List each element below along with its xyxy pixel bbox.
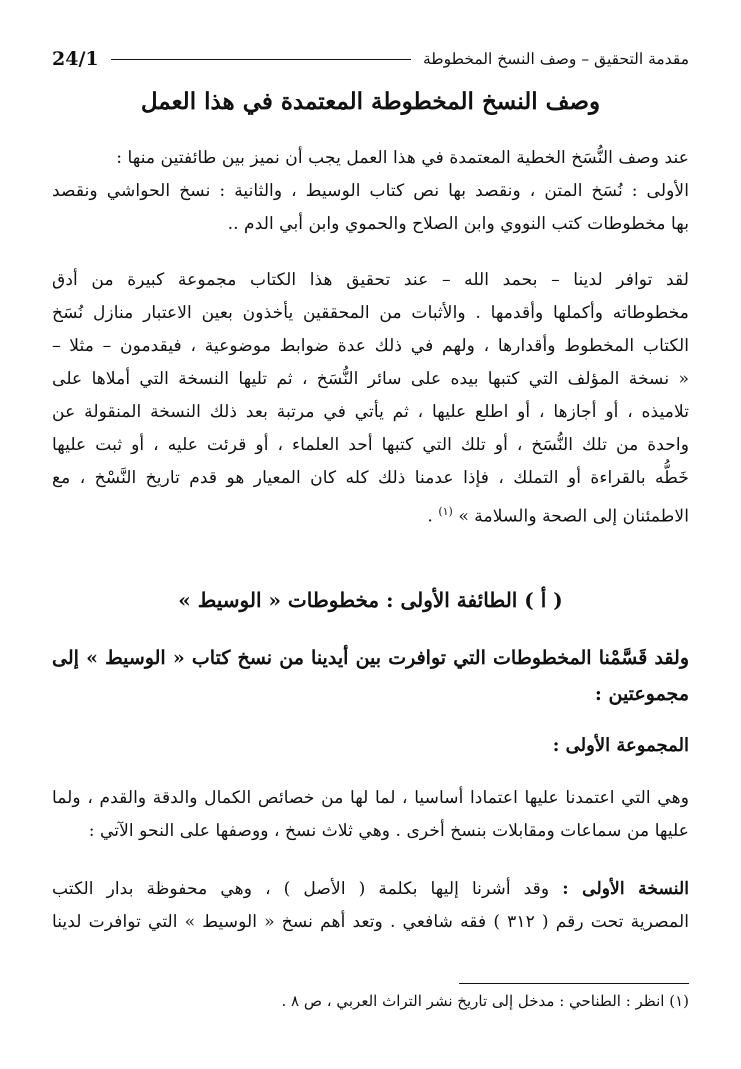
paragraph-intro	[52, 142, 689, 241]
paragraph-division	[52, 640, 689, 712]
text-line: عليها من سماعات ومقابلات بنسخ أخرى . وهي ثلاث نسخ ، ووصفها على النحو الآتي :	[88, 821, 689, 841]
paragraph-first-copy	[52, 873, 689, 939]
header-rule	[111, 59, 411, 60]
text-line: لقد توافر لدينا – بحمد الله – عند تحقيق هذا الكتاب مجموعة كبيرة من أدق	[52, 270, 689, 290]
text-line: واحدة من تلك النُّسَخ ، أو تلك التي كتبها أحد العلماء ، أو قرئت عليه ، أو ثبت عليها	[52, 435, 689, 455]
text-line: « نسخة المؤلف التي كتبها بيده على سائر النُّسَخ ، ثم تليها النسخة التي أملاها على	[52, 369, 689, 389]
page-number: 24/1	[52, 48, 99, 70]
text-line: وهي التي اعتمدنا عليها اعتمادا أساسيا ، لما لها من خصائص الكمال والدقة والقدم ، ولما	[52, 788, 689, 808]
text-line: خَطُّه بالقراءة أو التملك ، فإذا عدمنا ذلك كله كان المعيار هو قدم تاريخ النَّسْخ ، مع	[52, 468, 689, 488]
group-heading: المجموعة الأولى :	[552, 735, 689, 756]
text-line: ولقد قَسَّمْنا المخطوطات التي توافرت بين أيدينا من نسخ كتاب « الوسيط » إلى	[52, 647, 689, 669]
footnote-reference: (١)	[438, 505, 453, 518]
text-line: مجموعتين :	[594, 683, 689, 705]
footnote: (١) انظر : الطناحي : مدخل إلى تاريخ نشر التراث العربي ، ص ٨ .	[281, 992, 689, 1010]
subsection-heading: ( أ ) الطائفة الأولى : مخطوطات « الوسيط »	[178, 588, 563, 612]
period: .	[427, 506, 439, 527]
copy-label: النسخة الأولى :	[562, 879, 689, 899]
text-line: مخطوطاته وأكملها وأقدمها . والأثبات من المحققين يأخذون بعين الاعتبار منازل نُسَخ	[52, 303, 689, 323]
paragraph-group-one	[52, 782, 689, 848]
document-page	[52, 30, 689, 1040]
paragraph-criteria	[52, 264, 689, 534]
footnote-rule	[459, 983, 689, 984]
text-line	[52, 495, 689, 534]
text-line: تلاميذه ، أو أجازها ، أو اطلع عليها ، ثم يأتي في مرتبة بعد ذلك النسخة المنقولة عن	[52, 402, 689, 422]
text-line: عند وصف النُّسَخ الخطية المعتمدة في هذا العمل يجب أن نميز بين طائفتين منها :	[116, 148, 689, 168]
text-line	[52, 873, 689, 906]
running-title: مقدمة التحقيق – وصف النسخ المخطوطة	[422, 50, 689, 68]
text-line: المصرية تحت رقم ( ٣١٢ ) فقه شافعي . وتعد أهم نسخ « الوسيط » التي توافرت لدينا	[52, 912, 689, 932]
text-line-content: الاطمئنان إلى الصحة والسلامة »	[458, 506, 689, 527]
text-line: الكتاب المخطوط وأقدارها ، ولهم في ذلك عدة ضوابط موضوعية ، فيقدمون – مثلا –	[52, 336, 689, 356]
text-line-content: وقد أشرنا إليها بكلمة ( الأصل ) ، وهي محفوظة بدار الكتب	[52, 879, 563, 899]
text-line: بها مخطوطات كتب النووي وابن الصلاح والحموي وابن أبي الدم ..	[227, 214, 689, 234]
section-title: وصف النسخ المخطوطة المعتمدة في هذا العمل	[140, 88, 601, 115]
text-line: الأولى : نُسَخ المتن ، ونقصد بها نص كتاب الوسيط ، والثانية : نسخ الحواشي ونقصد	[52, 181, 689, 201]
page-header	[52, 42, 689, 76]
